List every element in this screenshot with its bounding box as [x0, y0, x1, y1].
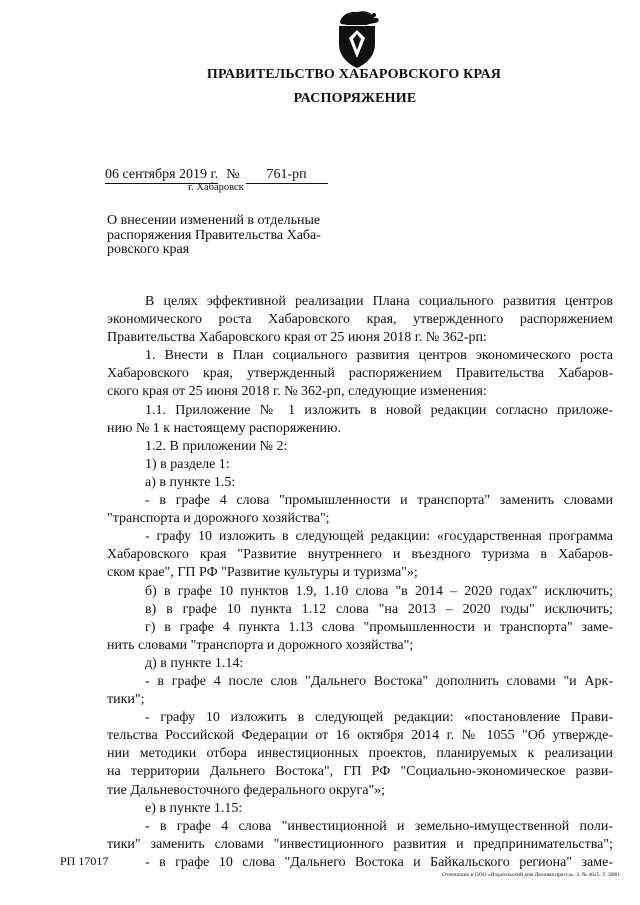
body-line: тики" заменить словами "инвестиционного развития и предпринимательства"; — [107, 836, 613, 852]
body-line: на территории Дальнего Востока", ГП РФ "Социально-экономическое разви- — [107, 764, 613, 780]
body-line: - в графе 4 слова "инвестиционной и земельно-имущественной поли- — [145, 818, 613, 834]
body-line: 1.2. В приложении № 2: — [145, 438, 288, 454]
printer-note: Отпечатано в ООО «Издательский дом Деловая пресса». З. № 4625. Т. 3000. — [442, 872, 621, 878]
subject-line: распоряжения Правительства Хаба- — [107, 227, 321, 243]
body-line: г) в графе 4 пункта 1.13 слова "промышленности и транспорта" заме- — [145, 619, 613, 635]
subject-line: ровского края — [107, 242, 190, 257]
body-line: тики"; — [107, 692, 145, 708]
body-line: тельства Российской Федерации от 16 октября 2014 г. № 1055 "Об утвержде- — [107, 728, 613, 744]
document-code: РП 17017 — [60, 854, 109, 868]
body-line: - в графе 10 слова "Дальнего Востока и Байкальского региона" заме- — [145, 854, 613, 870]
government-title: ПРАВИТЕЛЬСТВО ХАБАРОВСКОГО КРАЯ — [206, 67, 502, 82]
body-line: тие Дальневосточного федерального округа"»; — [107, 782, 386, 798]
body-line: ском крае", ГП РФ "Развитие культуры и туризма"»; — [107, 565, 418, 581]
body-line: 1) в разделе 1: — [145, 456, 230, 472]
body-line: нить словами "транспорта и дорожного хозяйства"; — [107, 637, 414, 653]
body-line: нию № 1 к настоящему распоряжению. — [107, 420, 341, 436]
body-line: нии методики отбора инвестиционных проектов, планируемых к реализации — [107, 746, 613, 762]
body-line: ского края от 25 июня 2018 г. № 362-рп, следующие изменения: — [107, 384, 487, 400]
body-line: а) в пункте 1.5: — [145, 474, 236, 490]
body-line: в) в графе 10 пункта 1.12 слова "на 2013 – 2020 годы" исключить; — [145, 601, 613, 617]
document-type-title: РАСПОРЯЖЕНИЕ — [293, 91, 417, 106]
body-line: Хабаровского края "Развитие внутреннего и въездного туризма в Хабаров- — [107, 547, 613, 563]
body-line: - в графе 4 после слов "Дальнего Востока" дополнить словами "и Арк- — [145, 673, 613, 689]
subject-block — [107, 214, 357, 258]
number-label: № — [226, 167, 240, 182]
subject-line: О внесении изменений в отдельные — [107, 213, 321, 228]
body-line: - графу 10 изложить в следующей редакции: «государственная программа — [145, 529, 613, 545]
body-line: е) в пункте 1.15: — [145, 800, 243, 816]
body-line: 1. Внести в План социального развития центров экономического роста — [145, 348, 613, 364]
coat-of-arms-icon — [330, 8, 384, 70]
body-line: - в графе 4 слова "промышленности и транспорта" заменить словами — [145, 493, 613, 509]
body-line: д) в пункте 1.14: — [145, 655, 244, 671]
body-line: В целях эффективной реализации Плана социального развития центров — [145, 294, 613, 309]
document-city: г. Хабаровск — [188, 182, 244, 193]
document-number: 761-рп — [246, 167, 328, 184]
body-line: 1.1. Приложение № 1 изложить в новой редакции согласно приложе- — [145, 402, 613, 418]
body-line: Хабаровского края, утвержденный распоряжением Правительства Хабаров- — [107, 366, 613, 382]
body-line: - графу 10 изложить в следующей редакции: «постановление Прави- — [145, 710, 613, 726]
body-line: "транспорта и дорожного хозяйства"; — [107, 511, 330, 527]
body-line: б) в графе 10 пунктов 1.9, 1.10 слова "в 2014 – 2020 годах" исключить; — [145, 583, 613, 599]
document-body — [107, 293, 613, 872]
body-line: экономического роста Хабаровского края, утвержденного распоряжением — [107, 312, 613, 328]
body-line: Правительства Хабаровского края от 25 июня 2018 г. № 362-рп: — [107, 330, 487, 346]
document-date: 06 сентября 2019 г. — [105, 167, 219, 182]
